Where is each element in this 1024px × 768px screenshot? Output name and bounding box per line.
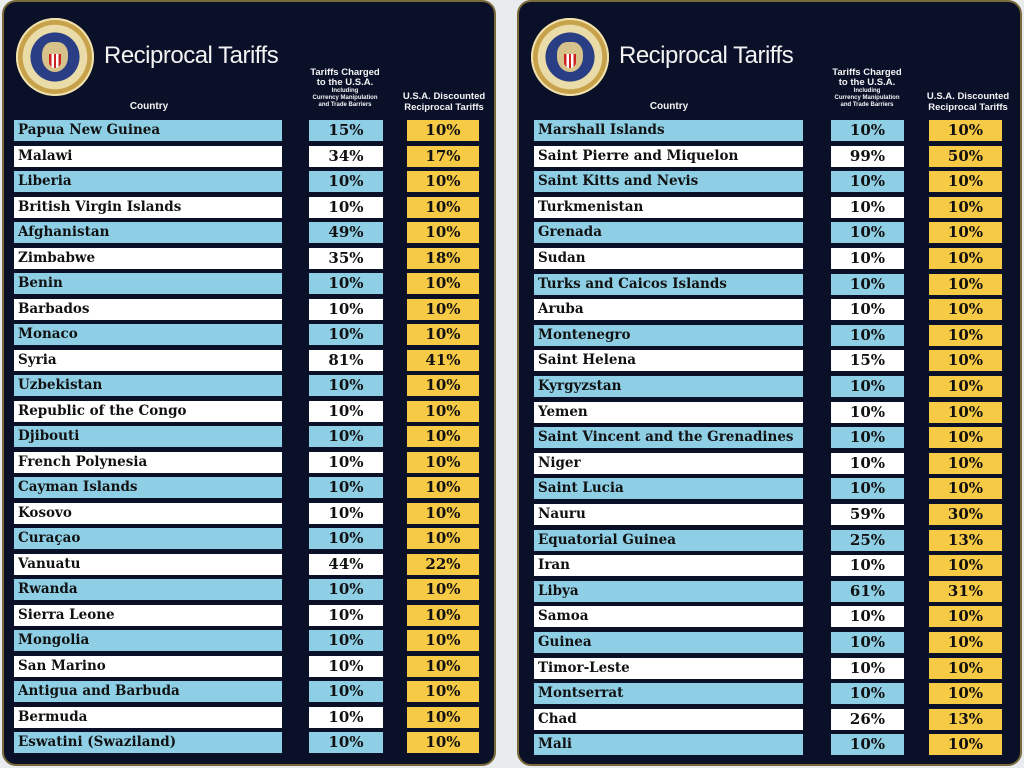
tariff-charged-cell: 10%: [309, 503, 383, 524]
country-cell: Libya: [534, 581, 803, 602]
country-cell: Republic of the Congo: [14, 401, 282, 422]
tariff-charged-cell: 10%: [309, 707, 383, 728]
discounted-tariff-cell: 10%: [929, 734, 1002, 755]
discounted-tariff-cell: 10%: [407, 707, 479, 728]
tariff-charged-cell: 10%: [309, 656, 383, 677]
country-cell: Liberia: [14, 171, 282, 192]
discounted-tariff-cell: 41%: [407, 350, 479, 371]
country-cell: Mongolia: [14, 630, 282, 651]
country-cell: Sierra Leone: [14, 605, 282, 626]
country-column-header: Country: [649, 101, 689, 112]
tariff-charged-cell: 10%: [309, 681, 383, 702]
country-cell: Turks and Caicos Islands: [534, 274, 803, 295]
country-cell: Kosovo: [14, 503, 282, 524]
country-cell: Niger: [534, 453, 803, 474]
discounted-tariff-cell: 10%: [407, 120, 479, 141]
tariff-charged-cell: 15%: [309, 120, 383, 141]
country-cell: Barbados: [14, 299, 282, 320]
tariff-charged-cell: 10%: [309, 171, 383, 192]
country-cell: Djibouti: [14, 426, 282, 447]
country-cell: Monaco: [14, 324, 282, 345]
discounted-tariff-cell: 10%: [407, 299, 479, 320]
discounted-tariff-cell: 10%: [407, 273, 479, 294]
tariff-charged-cell: 10%: [831, 274, 904, 295]
discounted-tariff-cell: 10%: [407, 324, 479, 345]
tariffs-charged-header: Tariffs Charged to the U.S.A. Including Currency Manipulation and Trade Barriers: [832, 67, 902, 108]
discounted-tariff-cell: 10%: [929, 402, 1002, 423]
tariff-charged-cell: 10%: [309, 299, 383, 320]
discounted-tariff-cell: 30%: [929, 504, 1002, 525]
tariff-charged-cell: 10%: [309, 630, 383, 651]
discounted-tariff-cell: 10%: [929, 120, 1002, 141]
country-cell: Saint Lucia: [534, 478, 803, 499]
discounted-tariff-cell: 10%: [929, 222, 1002, 243]
tariff-charged-cell: 10%: [309, 579, 383, 600]
discounted-tariff-cell: 10%: [407, 426, 479, 447]
tariff-charged-cell: 34%: [309, 146, 383, 167]
country-cell: Zimbabwe: [14, 248, 282, 269]
discounted-tariff-cell: 50%: [929, 146, 1002, 167]
tariff-charged-cell: 44%: [309, 554, 383, 575]
country-cell: Vanuatu: [14, 554, 282, 575]
presidential-seal-icon: [16, 18, 94, 96]
country-cell: Afghanistan: [14, 222, 282, 243]
discounted-tariff-cell: 10%: [407, 528, 479, 549]
country-cell: Rwanda: [14, 579, 282, 600]
tariff-charged-cell: 26%: [831, 709, 904, 730]
discounted-tariff-cell: 10%: [929, 350, 1002, 371]
country-cell: Yemen: [534, 402, 803, 423]
tariff-charged-cell: 10%: [831, 606, 904, 627]
discounted-tariff-cell: 22%: [407, 554, 479, 575]
discounted-tariff-cell: 10%: [929, 325, 1002, 346]
discounted-tariff-cell: 10%: [929, 658, 1002, 679]
tariff-charged-cell: 81%: [309, 350, 383, 371]
tariff-charged-cell: 10%: [309, 426, 383, 447]
discounted-tariff-cell: 10%: [407, 605, 479, 626]
tariff-charged-cell: 10%: [831, 478, 904, 499]
tariff-charged-cell: 10%: [309, 528, 383, 549]
discounted-tariff-cell: 31%: [929, 581, 1002, 602]
discounted-tariff-cell: 10%: [407, 477, 479, 498]
tariff-charged-cell: 10%: [831, 734, 904, 755]
discounted-tariff-cell: 10%: [929, 274, 1002, 295]
panel-title: Reciprocal Tariffs: [619, 42, 794, 69]
tariff-charged-cell: 15%: [831, 350, 904, 371]
tariff-charged-cell: 10%: [309, 197, 383, 218]
discounted-tariff-cell: 10%: [407, 171, 479, 192]
tariff-charged-cell: 10%: [831, 632, 904, 653]
country-cell: Chad: [534, 709, 803, 730]
tariff-charged-cell: 10%: [831, 120, 904, 141]
panel-title: Reciprocal Tariffs: [104, 42, 279, 69]
country-cell: Malawi: [14, 146, 282, 167]
discounted-tariff-cell: 13%: [929, 530, 1002, 551]
tariff-charged-cell: 49%: [309, 222, 383, 243]
discounted-tariff-cell: 13%: [929, 709, 1002, 730]
country-cell: Saint Pierre and Miquelon: [534, 146, 803, 167]
discounted-tariff-cell: 10%: [929, 683, 1002, 704]
tariff-charged-cell: 10%: [831, 222, 904, 243]
country-cell: Papua New Guinea: [14, 120, 282, 141]
tariff-charged-cell: 10%: [831, 427, 904, 448]
country-cell: Mali: [534, 734, 803, 755]
discounted-tariffs-header: U.S.A. Discounted Reciprocal Tariffs: [926, 91, 1010, 113]
country-cell: Kyrgyzstan: [534, 376, 803, 397]
tariff-charged-cell: 10%: [309, 273, 383, 294]
country-cell: French Polynesia: [14, 452, 282, 473]
tariff-charged-cell: 10%: [831, 683, 904, 704]
tariff-charged-cell: 10%: [831, 299, 904, 320]
tariffs-charged-header: Tariffs Charged to the U.S.A. Including Currency Manipulation and Trade Barriers: [310, 67, 380, 108]
right-tariff-panel: [517, 0, 1022, 766]
country-cell: Aruba: [534, 299, 803, 320]
country-cell: Saint Helena: [534, 350, 803, 371]
country-cell: Sudan: [534, 248, 803, 269]
tariff-charged-cell: 10%: [831, 171, 904, 192]
discounted-tariff-cell: 10%: [407, 452, 479, 473]
tariff-charged-cell: 10%: [309, 401, 383, 422]
discounted-tariff-cell: 10%: [407, 630, 479, 651]
country-cell: Saint Vincent and the Grenadines: [534, 427, 803, 448]
country-cell: Antigua and Barbuda: [14, 681, 282, 702]
discounted-tariff-cell: 10%: [929, 299, 1002, 320]
country-cell: Timor-Leste: [534, 658, 803, 679]
country-cell: Marshall Islands: [534, 120, 803, 141]
tariff-charged-cell: 10%: [831, 555, 904, 576]
discounted-tariff-cell: 10%: [929, 171, 1002, 192]
left-tariff-panel: [2, 0, 496, 766]
tariff-charged-cell: 10%: [831, 325, 904, 346]
tariff-charged-cell: 10%: [831, 197, 904, 218]
discounted-tariff-cell: 10%: [929, 427, 1002, 448]
country-cell: Curaçao: [14, 528, 282, 549]
discounted-tariff-cell: 17%: [407, 146, 479, 167]
discounted-tariff-cell: 10%: [407, 681, 479, 702]
country-cell: Saint Kitts and Nevis: [534, 171, 803, 192]
discounted-tariff-cell: 10%: [407, 197, 479, 218]
country-cell: British Virgin Islands: [14, 197, 282, 218]
presidential-seal-icon: [531, 18, 609, 96]
country-column-header: Country: [129, 101, 169, 112]
country-cell: Guinea: [534, 632, 803, 653]
country-cell: Samoa: [534, 606, 803, 627]
country-cell: Cayman Islands: [14, 477, 282, 498]
tariff-charged-cell: 10%: [309, 732, 383, 753]
tariff-charged-cell: 10%: [831, 453, 904, 474]
tariff-charged-cell: 35%: [309, 248, 383, 269]
country-cell: San Marino: [14, 656, 282, 677]
tariff-charged-cell: 10%: [309, 452, 383, 473]
tariff-charged-cell: 61%: [831, 581, 904, 602]
country-cell: Nauru: [534, 504, 803, 525]
country-cell: Eswatini (Swaziland): [14, 732, 282, 753]
discounted-tariff-cell: 10%: [407, 732, 479, 753]
country-cell: Montserrat: [534, 683, 803, 704]
discounted-tariff-cell: 10%: [929, 632, 1002, 653]
country-cell: Iran: [534, 555, 803, 576]
discounted-tariff-cell: 10%: [929, 478, 1002, 499]
discounted-tariff-cell: 18%: [407, 248, 479, 269]
tariff-charged-cell: 99%: [831, 146, 904, 167]
discounted-tariffs-header: U.S.A. Discounted Reciprocal Tariffs: [402, 91, 486, 113]
discounted-tariff-cell: 10%: [929, 376, 1002, 397]
discounted-tariff-cell: 10%: [407, 656, 479, 677]
discounted-tariff-cell: 10%: [929, 248, 1002, 269]
tariff-charged-cell: 10%: [831, 658, 904, 679]
tariff-charged-cell: 59%: [831, 504, 904, 525]
tariff-charged-cell: 10%: [309, 324, 383, 345]
discounted-tariff-cell: 10%: [929, 606, 1002, 627]
tariff-charged-cell: 10%: [309, 375, 383, 396]
country-cell: Montenegro: [534, 325, 803, 346]
country-cell: Syria: [14, 350, 282, 371]
discounted-tariff-cell: 10%: [929, 197, 1002, 218]
country-cell: Turkmenistan: [534, 197, 803, 218]
tariff-charged-cell: 10%: [831, 248, 904, 269]
discounted-tariff-cell: 10%: [407, 375, 479, 396]
tariff-charged-cell: 25%: [831, 530, 904, 551]
tariff-charged-cell: 10%: [309, 605, 383, 626]
country-cell: Uzbekistan: [14, 375, 282, 396]
discounted-tariff-cell: 10%: [407, 579, 479, 600]
tariff-charged-cell: 10%: [831, 402, 904, 423]
country-cell: Benin: [14, 273, 282, 294]
discounted-tariff-cell: 10%: [407, 503, 479, 524]
tariff-charged-cell: 10%: [309, 477, 383, 498]
discounted-tariff-cell: 10%: [929, 555, 1002, 576]
country-cell: Grenada: [534, 222, 803, 243]
discounted-tariff-cell: 10%: [929, 453, 1002, 474]
discounted-tariff-cell: 10%: [407, 222, 479, 243]
tariff-charged-cell: 10%: [831, 376, 904, 397]
country-cell: Equatorial Guinea: [534, 530, 803, 551]
country-cell: Bermuda: [14, 707, 282, 728]
discounted-tariff-cell: 10%: [407, 401, 479, 422]
